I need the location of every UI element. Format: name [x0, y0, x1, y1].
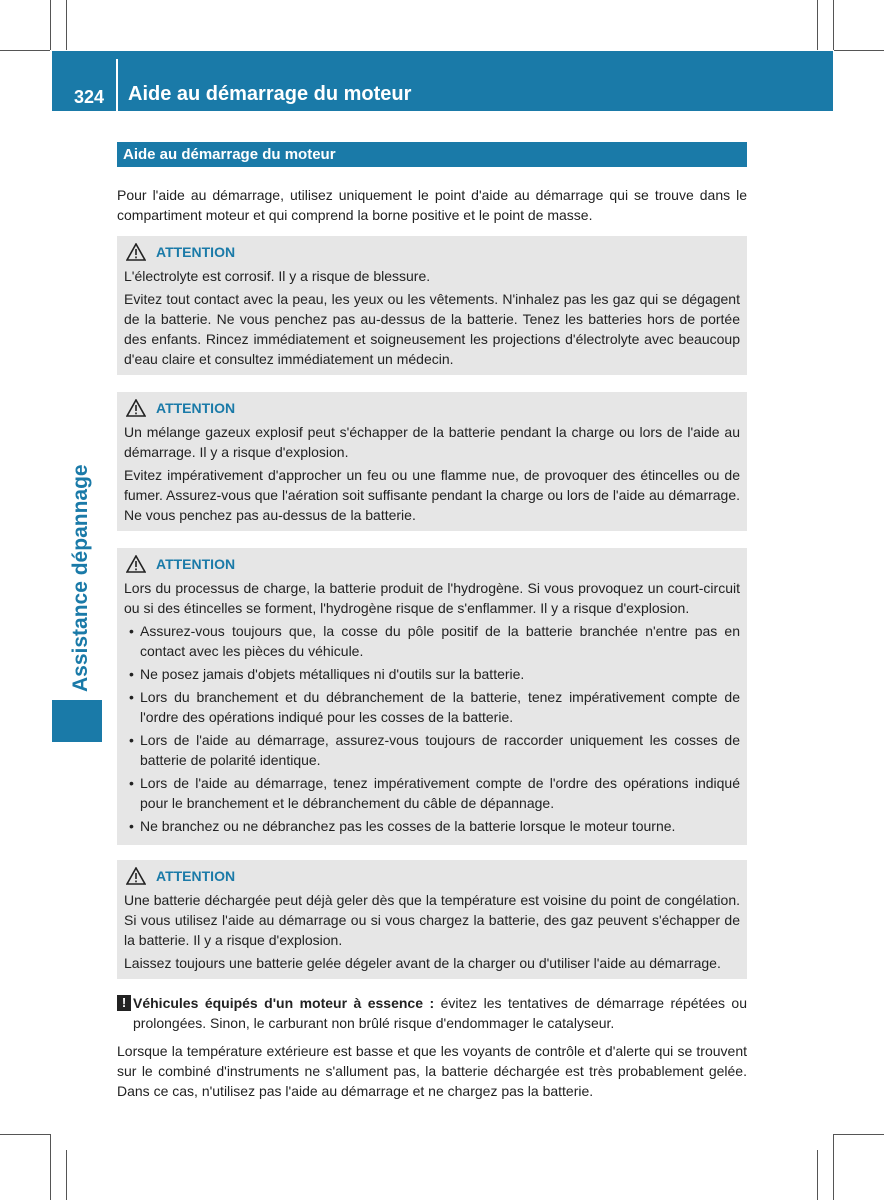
list-item: • Lors du branchement et du débranchement de la batterie, tenez impérativement compte de l'ordre des opérations indiqué pour les cosses de la batterie. [124, 687, 740, 727]
crop-mark [833, 1134, 834, 1200]
notice-paragraph [117, 993, 747, 1033]
side-tab-marker [52, 700, 102, 742]
list-item: • Ne posez jamais d'objets métalliques ni d'outils sur la batterie. [124, 664, 740, 684]
warning-text: Lors du processus de charge, la batterie produit de l'hydrogène. Si vous provoquez un court-circuit ou si des étincelles se forment, l'hydrogène risque de s'enflammer. Il y a risque d'explosion. [124, 580, 740, 616]
crop-mark [834, 50, 884, 51]
header-divider [116, 59, 118, 111]
page-header [52, 51, 833, 111]
section-title: Aide au démarrage du moteur [117, 142, 747, 167]
warning-triangle-icon [126, 399, 146, 417]
crop-mark [66, 0, 67, 50]
list-item: • Ne branchez ou ne débranchez pas les cosses de la batterie lorsque le moteur tourne. [124, 816, 740, 836]
notice-text: évitez les tentatives de démarrage répétées ou prolongées. Sinon, le carburant non brûlé risque d'endommager le catalyseur. [133, 995, 747, 1031]
crop-mark [834, 1134, 884, 1135]
side-tab-label: Assistance dépannage [69, 464, 92, 692]
list-item: • Assurez-vous toujours que, la cosse du pôle positif de la batterie branchée n'entre pas en contact avec les pièces du véhicule. [124, 621, 740, 661]
warning-text: Un mélange gazeux explosif peut s'échapper de la batterie pendant la charge ou lors de l'aide au démarrage. Il y a risque d'explosion. [124, 424, 740, 460]
warning-text: L'électrolyte est corrosif. Il y a risque de blessure. [124, 268, 431, 284]
crop-mark [50, 1134, 51, 1200]
list-item: • Lors de l'aide au démarrage, tenez impérativement compte de l'ordre des opérations indiqué pour le branchement et le débranchement du câble de dépannage. [124, 773, 740, 813]
warning-title: ATTENTION [156, 400, 236, 416]
warning-title: ATTENTION [156, 556, 236, 572]
header-title: Aide au démarrage du moteur [128, 83, 412, 105]
crop-mark [817, 1150, 818, 1200]
page-content [117, 142, 747, 1101]
warning-title: ATTENTION [156, 868, 236, 884]
list-item: • Lors de l'aide au démarrage, assurez-vous toujours de raccorder uniquement les cosses de batterie de polarité identique. [124, 730, 740, 770]
warning-text: Laissez toujours une batterie gelée dégeler avant de la charger ou d'utiliser l'aide au démarrage. [124, 955, 721, 971]
crop-mark [833, 0, 834, 50]
warning-text: Evitez tout contact avec la peau, les yeux ou les vêtements. N'inhalez pas les gaz qui se dégagent de la batterie. Ne vous penchez pas au-dessus de la batterie. Tenez les batteries hors de portée des enfants. Rincez immédiatement et soigneusement les projections d'électrolyte avec beaucoup d'eau claire et consultez immédiatement un médecin. [124, 291, 740, 367]
warning-box [117, 236, 747, 375]
notice-heading: Véhicules équipés d'un moteur à essence : [133, 995, 435, 1011]
closing-paragraph: Lorsque la température extérieure est basse et que les voyants de contrôle et d'alerte qui se trouvent sur le combiné d'instruments ne s'allument pas, la batterie déchargée est très probablement gelée. Dans ce cas, n'utilisez pas l'aide au démarrage et ne chargez pas la batterie. [117, 1043, 747, 1099]
exclamation-icon: ! [117, 995, 131, 1011]
warning-text: Evitez impérativement d'approcher un feu ou une flamme nue, de provoquer des étincelles ou de fumer. Assurez-vous que l'aération soit suffisante pendant la charge ou lors de l'aide au démarrage. Ne vous penchez pas au-dessus de la batterie. [124, 467, 741, 523]
intro-paragraph: Pour l'aide au démarrage, utilisez uniquement le point d'aide au démarrage qui se trouve dans le compartiment moteur et qui comprend la borne positive et le point de masse. [117, 187, 747, 223]
page-number: 324 [74, 87, 105, 107]
crop-mark [817, 0, 818, 50]
warning-triangle-icon [126, 555, 146, 573]
crop-mark [50, 0, 51, 50]
crop-mark [0, 50, 50, 51]
warning-bullet-list [124, 621, 740, 836]
warning-triangle-icon [126, 243, 146, 261]
warning-triangle-icon [126, 867, 146, 885]
crop-mark [66, 1150, 67, 1200]
warning-box [117, 548, 747, 845]
warning-text: Une batterie déchargée peut déjà geler dès que la température est voisine du point de congélation. Si vous utilisez l'aide au démarrage ou si vous chargez la batterie, des gaz peuvent s'échapper de la batterie. Il y a risque d'explosion. [124, 892, 740, 948]
warning-title: ATTENTION [156, 244, 236, 260]
warning-box [117, 392, 747, 531]
warning-box [117, 860, 747, 979]
crop-mark [0, 1134, 50, 1135]
